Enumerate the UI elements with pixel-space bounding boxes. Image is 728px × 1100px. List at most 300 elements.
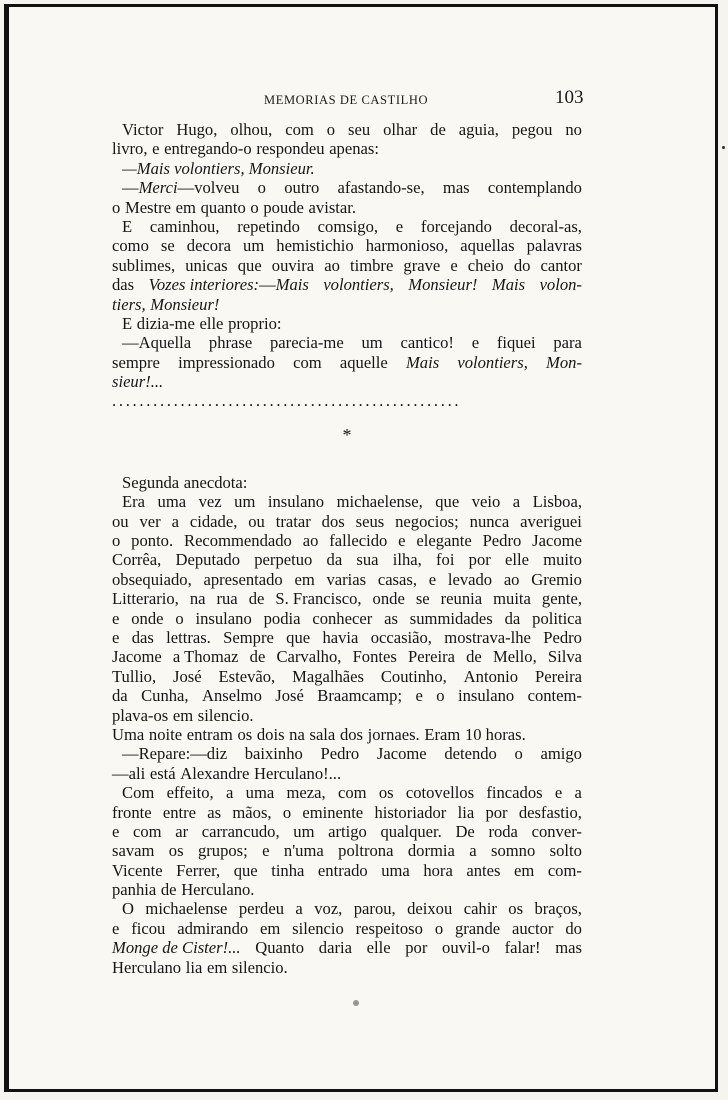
word: a (226, 783, 234, 803)
word: e (112, 627, 120, 647)
word: de (248, 589, 265, 609)
word: do (565, 918, 582, 938)
word: perdeu (238, 899, 284, 919)
word: qualquer. (380, 821, 442, 841)
word: está (149, 763, 176, 783)
paragraph (112, 314, 582, 333)
word: eminente (302, 802, 364, 822)
word: volontiers, (323, 275, 394, 295)
word: e (112, 608, 120, 628)
text-line (112, 725, 582, 744)
text-line (112, 899, 582, 918)
word: o (436, 686, 445, 706)
word: Estevão, (218, 666, 276, 686)
word: occasião, (370, 627, 432, 647)
paragraph (112, 333, 582, 391)
word: Pedro (320, 744, 360, 764)
word: detendo (444, 744, 497, 764)
word: Victor (122, 120, 164, 139)
word: perpetuo (254, 550, 313, 570)
word: elle (366, 938, 391, 958)
word: Corrêa, (112, 550, 162, 570)
page-body (112, 120, 582, 977)
word: afastando-se, (337, 178, 425, 198)
word: michaelense, (336, 492, 423, 512)
word: uma (381, 860, 410, 880)
word: seus (355, 511, 385, 531)
word: e (450, 255, 458, 275)
word: Tullio, (112, 666, 157, 686)
word: contem- (527, 686, 582, 706)
word: onde (131, 608, 164, 628)
word: Fontes (352, 647, 397, 667)
word: impressionado (178, 352, 275, 372)
word: harmonioso, (365, 236, 449, 256)
paragraph (112, 473, 582, 492)
word: grande (454, 918, 501, 938)
text-line (112, 139, 582, 158)
word: silencio (292, 918, 344, 938)
word: varias (326, 569, 367, 589)
word: 10 horas. (464, 724, 526, 744)
word: por (468, 550, 491, 570)
text-line (112, 178, 582, 197)
text-line (112, 372, 582, 391)
word: Lisboa, (532, 492, 582, 512)
paragraph (112, 217, 582, 314)
dotted-leader: ................................................... (112, 391, 462, 411)
word: obsequiado, (112, 569, 192, 589)
word: ver (139, 511, 161, 531)
text-line (112, 841, 582, 860)
word: falar! (504, 938, 541, 958)
text-line (112, 783, 582, 802)
word: poltrona (338, 841, 394, 861)
word: Jacome (376, 744, 427, 764)
word: elegante (416, 531, 472, 551)
word: ouvil-o (442, 938, 490, 958)
text-line (112, 589, 582, 608)
word: ao (503, 569, 520, 589)
word: os (237, 724, 253, 744)
word: da (112, 686, 128, 706)
text-line (112, 492, 582, 511)
word: com (285, 120, 314, 139)
word: forcejando (420, 216, 492, 236)
text-line (112, 764, 582, 783)
word: havia (322, 627, 359, 647)
word: dois (256, 724, 285, 744)
word: fincados (486, 783, 543, 803)
text-line (112, 958, 582, 977)
running-title: MEMORIAS DE CASTILHO (264, 93, 429, 107)
word: José (275, 686, 304, 706)
word: Eram (424, 724, 461, 744)
word: se (415, 589, 430, 609)
word: —Aquella (122, 333, 192, 353)
word: Recommendado (184, 531, 292, 551)
word: Anselmo (201, 686, 262, 706)
paragraph (112, 492, 582, 725)
paragraph (112, 783, 582, 899)
text-line (112, 686, 582, 705)
word: ao (302, 531, 319, 551)
word: De (455, 821, 475, 841)
word: muito (543, 550, 582, 570)
word: outro (284, 178, 320, 198)
word: entregando-o (164, 139, 252, 159)
word: reunia (440, 589, 483, 609)
word: os (168, 841, 184, 861)
word: panhia (112, 880, 157, 900)
word: n'uma (283, 841, 324, 861)
word: noite (148, 724, 183, 744)
word: jornaes. (367, 724, 420, 744)
word: Uma (112, 724, 145, 744)
word: —ali (112, 763, 146, 783)
word: na (189, 589, 206, 609)
text-line (112, 938, 582, 957)
word: sala (309, 724, 336, 744)
text-line (112, 609, 582, 628)
word: um (234, 492, 256, 512)
word: —Merci—volveu (122, 178, 240, 198)
word: silencio. (197, 705, 254, 725)
word: casas, (377, 569, 417, 589)
word: Alexandre (180, 763, 250, 783)
word: effeito, (166, 783, 214, 803)
word: Gremio (531, 569, 582, 589)
word: proprio: (228, 313, 282, 333)
word: elle (199, 313, 224, 333)
word: mãos, (232, 802, 272, 822)
word: Hugo, (176, 120, 218, 139)
word: ou (112, 511, 129, 531)
word: e (398, 531, 406, 551)
text-line (112, 628, 582, 647)
word: grave (403, 255, 441, 275)
text-line (112, 473, 582, 492)
word: cidade, (189, 511, 238, 531)
word: plava-os (112, 705, 169, 725)
text-line (112, 744, 582, 763)
word: Magalhães (292, 666, 364, 686)
text-line (112, 512, 582, 531)
text-line (112, 275, 582, 294)
word: E (122, 216, 133, 236)
word: Cunha, (141, 686, 189, 706)
word: gente, (541, 589, 582, 609)
word: um (243, 236, 265, 256)
word: ponto. (131, 531, 174, 551)
word: a (469, 841, 477, 861)
word: o (250, 197, 259, 217)
word: phrase (208, 333, 253, 353)
word: somno (491, 841, 536, 861)
word: lia (185, 957, 203, 977)
word: e (415, 686, 423, 706)
word: lettras. (166, 627, 211, 647)
word: uma (245, 783, 275, 803)
word: José (173, 666, 202, 686)
word: as (384, 608, 398, 628)
word: Mestre (124, 197, 172, 217)
word: sempre (112, 352, 160, 372)
word: os (508, 899, 524, 919)
text-line (112, 570, 582, 589)
word: E (122, 313, 133, 333)
word: de (249, 647, 266, 667)
word: como (112, 236, 149, 256)
word: das (131, 627, 154, 647)
word: unicas (185, 255, 228, 275)
word: grupos; (197, 841, 248, 861)
paragraph (112, 120, 582, 159)
word: michaelense (145, 899, 228, 919)
word: apenas: (329, 139, 379, 159)
word: daria (318, 938, 352, 958)
word: em (514, 860, 535, 880)
word: volon- (539, 275, 582, 295)
word: fallecido (329, 531, 388, 551)
word: de (160, 880, 177, 900)
text-line (112, 647, 582, 666)
word: —Mais volontiers, Monsieur. (122, 158, 315, 178)
word: fiquei (496, 333, 536, 353)
word: se (160, 236, 175, 256)
word: Deputado (175, 550, 241, 570)
word: S. Francisco, (275, 589, 362, 609)
word: savam (112, 841, 155, 861)
text-line (112, 333, 582, 352)
word: politica (532, 608, 582, 628)
word: no (565, 120, 582, 139)
word: Quanto (255, 938, 305, 958)
word: Silva (547, 647, 582, 667)
word: dizia-me (136, 313, 195, 333)
word: aquellas (460, 236, 515, 256)
text-line (112, 550, 582, 569)
text-line (112, 198, 582, 217)
word: timbre (350, 255, 394, 275)
word: em (206, 957, 228, 977)
word: dos (321, 511, 345, 531)
word: cantor (540, 255, 582, 275)
word: braços, (534, 899, 582, 919)
word: fronte (112, 802, 152, 822)
word: mostrava-lhe (444, 627, 531, 647)
word: entram (186, 724, 233, 744)
word: e (471, 333, 480, 353)
word: os (378, 783, 394, 803)
word: Pedro (482, 531, 522, 551)
word: quanto (200, 197, 246, 217)
word: conver- (531, 821, 582, 841)
word: rua (216, 589, 238, 609)
word: Ferrer, (176, 860, 221, 880)
word: o (257, 178, 266, 198)
word: Monsieur! (150, 294, 220, 314)
word: Jacome (532, 531, 582, 551)
word: em (175, 197, 196, 217)
word: sua (356, 550, 379, 570)
word: a (574, 783, 582, 803)
word: em (172, 705, 194, 725)
word: Pereira (534, 666, 582, 686)
word: que (233, 860, 258, 880)
ink-mark (722, 146, 725, 149)
word: repetindo (237, 216, 300, 236)
word: Mais (491, 275, 526, 295)
word: Com (122, 783, 155, 803)
word: roda (488, 821, 518, 841)
word: respondeu (256, 139, 325, 159)
word: elle (505, 550, 529, 570)
word: que (435, 492, 460, 512)
word: poude (263, 197, 304, 217)
word: solto (549, 841, 582, 861)
word: onde (372, 589, 405, 609)
paragraph (112, 899, 582, 977)
word: o (282, 802, 292, 822)
word: Pedro (543, 627, 582, 647)
text-line (112, 120, 582, 139)
word: Litterario, (112, 589, 179, 609)
text-line (112, 314, 582, 333)
word: ar (175, 821, 189, 841)
word: Herculano. (181, 880, 255, 900)
word: o (514, 744, 523, 764)
word: livro, (112, 139, 148, 159)
word: decoral-as, (509, 216, 582, 236)
word: Carvalho, (276, 647, 342, 667)
paragraph (112, 178, 582, 217)
word: do (513, 255, 531, 275)
text-line (112, 822, 582, 841)
word: que (286, 627, 311, 647)
text-line (112, 531, 582, 550)
word: uma (157, 492, 187, 512)
word: Monsieur! (408, 275, 478, 295)
word: hora (423, 860, 453, 880)
word: e (262, 841, 270, 861)
word: de (430, 120, 446, 139)
word: ilha, (392, 550, 422, 570)
word: contemplando (487, 178, 582, 198)
text-line (112, 256, 582, 275)
word: com (337, 783, 367, 803)
word: com- (547, 860, 582, 880)
word: ficou (131, 918, 166, 938)
word: voz, (314, 899, 343, 919)
word: Pereira (407, 647, 455, 667)
word: aguia, (458, 120, 499, 139)
word: lia (457, 802, 475, 822)
word: das (112, 275, 135, 295)
word: com (133, 821, 162, 841)
word: averiguei (520, 511, 582, 531)
text-line (112, 236, 582, 255)
word: a (295, 899, 303, 919)
word: hemistichio (276, 236, 354, 256)
word: ou (248, 511, 265, 531)
word: entrado (317, 860, 368, 880)
word: cantico! (400, 333, 454, 353)
word: mas (555, 938, 582, 958)
text-line (112, 295, 582, 314)
text-line (112, 217, 582, 236)
word: o (434, 918, 444, 938)
word: da (326, 550, 343, 570)
word: ao (324, 255, 340, 275)
paragraph (112, 744, 582, 783)
word: um (361, 333, 383, 353)
word: artigo (328, 821, 367, 841)
word: olhar (383, 120, 418, 139)
word: Braamcamp; (317, 686, 403, 706)
word: comsigo, (317, 216, 379, 236)
word: seu (348, 120, 371, 139)
word: e (395, 216, 404, 236)
word: Monge de Cister!... (112, 938, 241, 958)
word: ouvira (271, 255, 315, 275)
word: sieur!... (112, 372, 164, 392)
word: —Repare:—diz (122, 744, 228, 764)
text-line (112, 880, 582, 899)
word: parecia-me (270, 333, 344, 353)
word: apresentado (203, 569, 283, 589)
word: Herculano (112, 957, 182, 977)
word: e (152, 139, 160, 159)
word: a (171, 511, 179, 531)
paragraph (112, 725, 582, 744)
word: Vozes interiores:—Mais (148, 275, 309, 295)
word: Jacome (112, 647, 162, 667)
word: na (289, 724, 305, 744)
word: Mais (405, 352, 440, 372)
word: vez (198, 492, 222, 512)
word: parou, (353, 899, 396, 919)
word: por (485, 802, 508, 822)
word: em (294, 569, 315, 589)
word: admirando (177, 918, 249, 938)
word: baixinho (244, 744, 303, 764)
text-line (112, 861, 582, 880)
word: tinha (271, 860, 305, 880)
paragraph (112, 159, 582, 178)
word: Mon- (546, 352, 582, 372)
word: caminhou, (149, 216, 220, 236)
word: para (553, 333, 582, 353)
word: muita (493, 589, 531, 609)
word: conhecer (312, 608, 373, 628)
word: auctor (511, 918, 554, 938)
word: palavras (526, 236, 582, 256)
word: avistar. (308, 197, 357, 217)
word: o (175, 608, 184, 628)
word: summidades (409, 608, 493, 628)
word: Herculano!... (254, 763, 342, 783)
page-number: 103 (555, 87, 584, 108)
word: dos (339, 724, 363, 744)
word: e (112, 821, 120, 841)
word: Antonio (463, 666, 519, 686)
word: tiers, (112, 294, 146, 314)
word: a (512, 492, 521, 512)
word: que (237, 255, 262, 275)
word: silencio. (231, 957, 288, 977)
word: pegou (511, 120, 553, 139)
